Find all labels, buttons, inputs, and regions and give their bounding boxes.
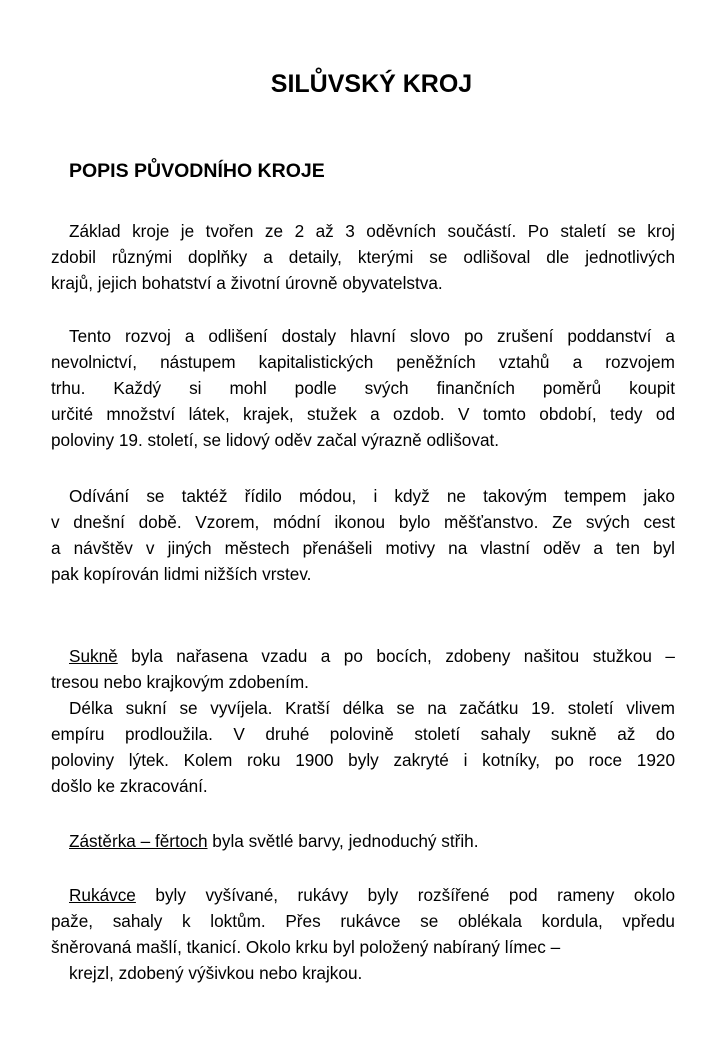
section-heading: POPIS PŮVODNÍHO KROJE xyxy=(69,160,325,182)
line-text: byly vyšívané, rukávy byly rozšířené pod rameny okolo xyxy=(135,885,675,905)
paragraph-fashion xyxy=(51,483,675,587)
document-title: SILŮVSKÝ KROJ xyxy=(270,70,473,98)
paragraph-line xyxy=(51,828,675,854)
paragraph-intro xyxy=(51,218,675,296)
paragraph-line: Odívání se taktéž řídilo módou, i když ne takovým tempem jako xyxy=(69,486,675,506)
paragraph-skirt-length xyxy=(51,695,675,799)
paragraph-line: krejzl, zdobený výšivkou nebo krajkou. xyxy=(69,963,363,983)
paragraph-line: určité množství látek, krajek, stužek a ozdob. V tomto období, tedy od xyxy=(51,404,675,424)
paragraph-line: poloviny 19. století, se lidový oděv začal výrazně odlišovat. xyxy=(51,430,500,450)
term-skirt: Sukně xyxy=(69,646,118,666)
paragraph-line: paže, sahaly k loktům. Přes rukávce se oblékala kordula, vpředu xyxy=(51,911,675,931)
paragraph-line: došlo ke zkracování. xyxy=(51,776,208,796)
line-text: byla nařasena vzadu a po bocích, zdobeny našitou stužkou – xyxy=(117,646,675,666)
line-text: byla světlé barvy, jednoduchý střih. xyxy=(207,831,479,851)
term-sleeves: Rukávce xyxy=(69,885,136,905)
paragraph-line: pak kopírován lidmi nižších vrstev. xyxy=(51,564,312,584)
paragraph-line: empíru prodloužila. V druhé polovině století sahaly sukně až do xyxy=(51,724,675,744)
paragraph-skirt xyxy=(51,643,675,695)
paragraph-sleeves xyxy=(51,882,675,986)
paragraph-line xyxy=(51,882,675,908)
paragraph-development xyxy=(51,323,675,453)
paragraph-line: Délka sukní se vyvíjela. Kratší délka se na začátku 19. století vlivem xyxy=(69,698,675,718)
paragraph-line: nevolnictví, nástupem kapitalistických peněžních vztahů a rozvojem xyxy=(51,352,675,372)
paragraph-line xyxy=(51,643,675,669)
term-apron: Zástěrka – fěrtoch xyxy=(69,831,208,851)
paragraph-line: Tento rozvoj a odlišení dostaly hlavní slovo po zrušení poddanství a xyxy=(69,326,675,346)
paragraph-line: zdobil různými doplňky a detaily, kterými se odlišoval dle jednotlivých xyxy=(51,247,675,267)
paragraph-line: Základ kroje je tvořen ze 2 až 3 oděvních součástí. Po staletí se kroj xyxy=(69,221,675,241)
paragraph-line: trhu. Každý si mohl podle svých finančních poměrů koupit xyxy=(51,378,675,398)
paragraph-line: a návštěv v jiných městech přenášeli motivy na vlastní oděv a ten byl xyxy=(51,538,675,558)
paragraph-line: krajů, jejich bohatství a životní úrovně obyvatelstva. xyxy=(51,273,443,293)
paragraph-line: poloviny lýtek. Kolem roku 1900 byly zakryté i kotníky, po roce 1920 xyxy=(51,750,675,770)
paragraph-apron xyxy=(51,828,675,854)
paragraph-line: šněrovaná mašlí, tkanicí. Okolo krku byl položený nabíraný límec – xyxy=(51,937,561,957)
paragraph-line: v dnešní době. Vzorem, módní ikonou bylo měšťanstvo. Ze svých cest xyxy=(51,512,675,532)
paragraph-line: tresou nebo krajkovým zdobením. xyxy=(51,672,309,692)
